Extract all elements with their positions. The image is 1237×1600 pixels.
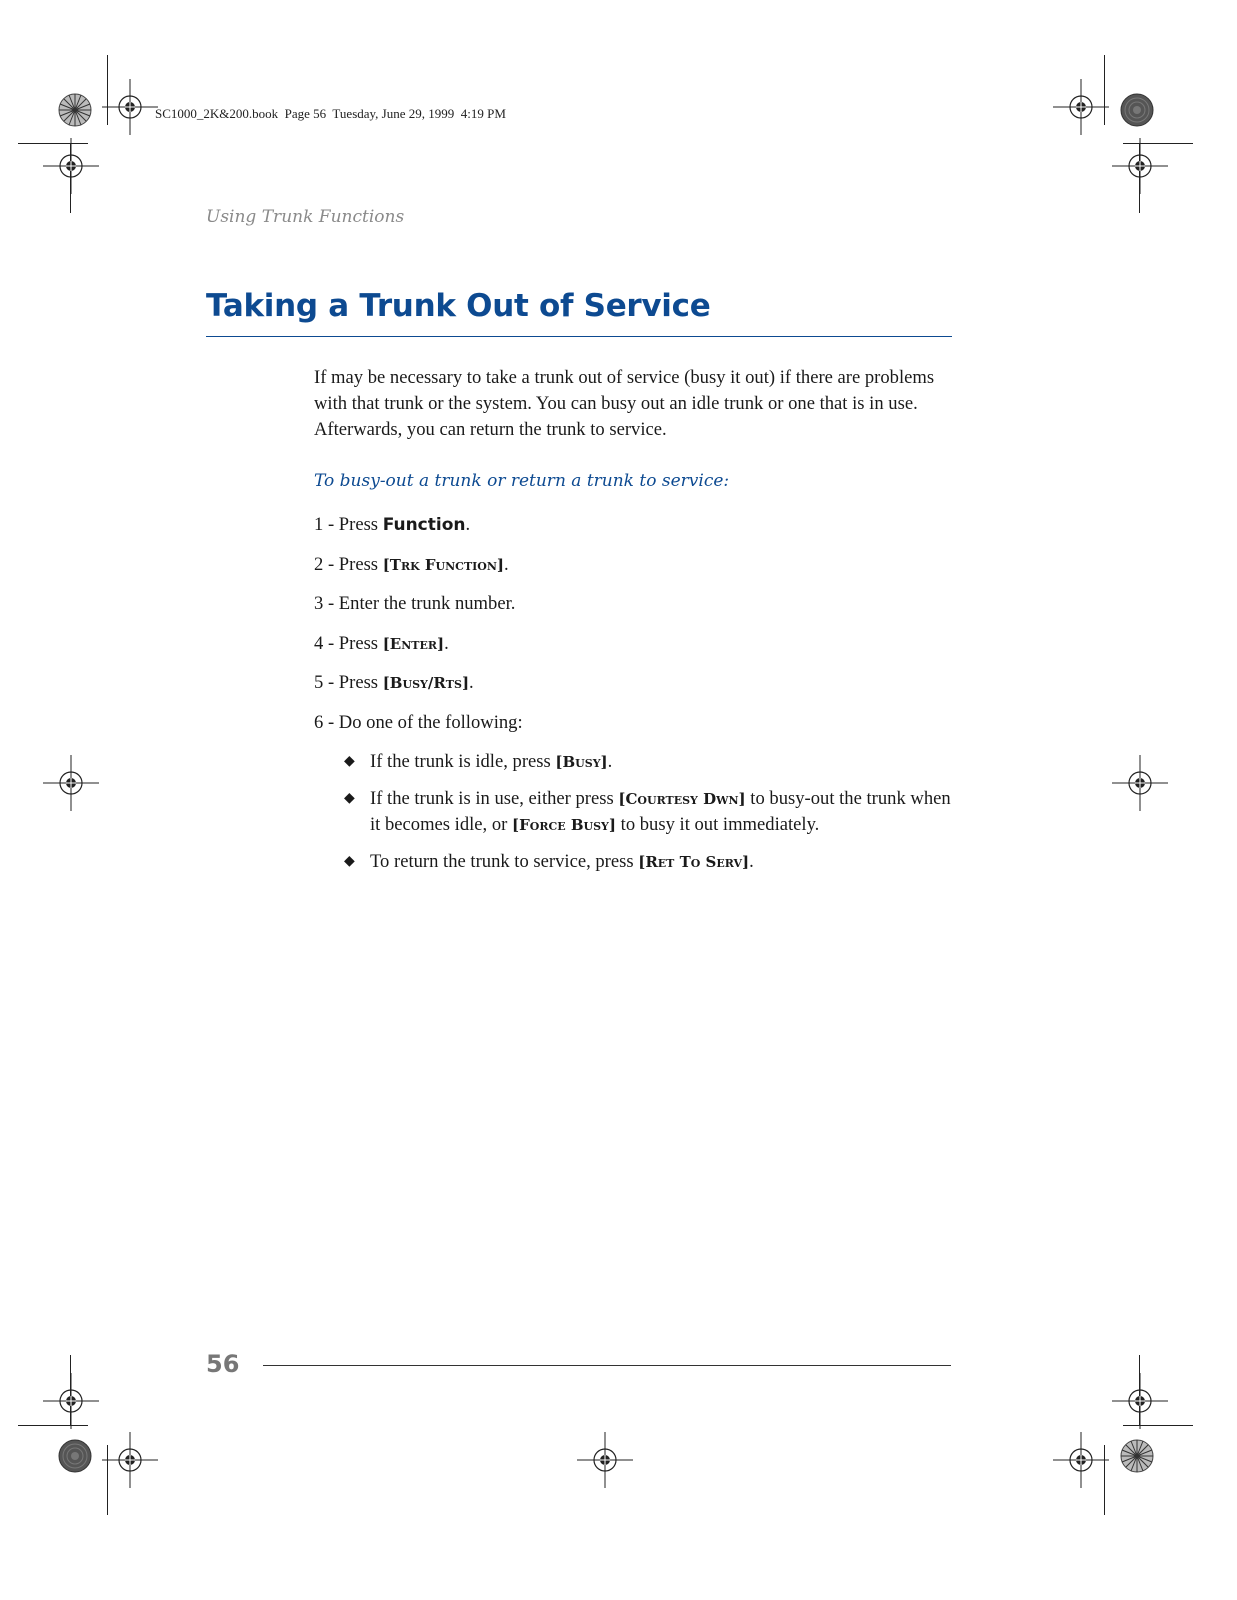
step-item bbox=[314, 710, 954, 750]
bullet-text: . bbox=[749, 851, 754, 872]
step-key: [Busy/Rts] bbox=[382, 674, 470, 692]
step-text: 6 - Do one of the following: bbox=[314, 711, 523, 733]
bullet-key: [Ret To Serv] bbox=[638, 853, 750, 871]
step-text: 1 - Press bbox=[314, 514, 383, 535]
step-item bbox=[314, 670, 954, 710]
bullet-text: If the trunk is in use, either press bbox=[370, 788, 619, 809]
step-text: . bbox=[504, 553, 509, 575]
registration-target-icon bbox=[43, 1373, 99, 1429]
bullet-key: [Busy] bbox=[555, 753, 608, 771]
print-slug: SC1000_2K&200.book Page 56 Tuesday, June 29, 1999 4:19 PM bbox=[155, 106, 506, 121]
running-head: Using Trunk Functions bbox=[206, 207, 405, 227]
diamond-bullet-icon: ◆ bbox=[344, 754, 355, 769]
step-text: . bbox=[465, 514, 471, 535]
step-text: . bbox=[444, 632, 449, 654]
registration-target-icon bbox=[102, 79, 158, 135]
title-rule bbox=[206, 336, 952, 337]
option-list bbox=[344, 749, 956, 886]
step-text: 5 - Press bbox=[314, 672, 383, 693]
bullet-key: [Force Busy] bbox=[512, 816, 616, 834]
color-bar-starburst-icon bbox=[59, 94, 91, 126]
color-bar-starburst-icon bbox=[1121, 94, 1153, 126]
step-text: 3 - Enter the trunk number. bbox=[314, 593, 516, 614]
step-text: . bbox=[469, 672, 474, 693]
color-bar-starburst-icon bbox=[59, 1440, 91, 1472]
registration-target-icon bbox=[43, 138, 99, 194]
step-list bbox=[314, 512, 954, 749]
registration-target-icon bbox=[1112, 755, 1168, 811]
bullet-text: If the trunk is idle, press bbox=[370, 751, 556, 772]
step-item bbox=[314, 552, 954, 592]
registration-target-icon bbox=[43, 755, 99, 811]
diamond-bullet-icon: ◆ bbox=[344, 791, 355, 806]
step-key: [Enter] bbox=[382, 634, 445, 653]
registration-target-icon bbox=[102, 1432, 158, 1488]
step-key: Function bbox=[382, 515, 466, 535]
registration-target-icon bbox=[1053, 1432, 1109, 1488]
list-item bbox=[344, 749, 956, 775]
bullet-text: to busy it out immediately. bbox=[616, 814, 820, 835]
bullet-text: to busy-out the trunk when it becomes idle, or bbox=[370, 788, 951, 835]
step-item bbox=[314, 512, 954, 552]
registration-target-icon bbox=[577, 1432, 633, 1488]
registration-target-icon bbox=[1112, 138, 1168, 194]
procedure-heading: To busy-out a trunk or return a trunk to service: bbox=[314, 471, 730, 491]
step-item bbox=[314, 591, 954, 631]
footer-rule bbox=[263, 1365, 951, 1366]
list-item bbox=[344, 786, 956, 838]
registration-target-icon bbox=[1112, 1373, 1168, 1429]
bullet-key: [Courtesy Dwn] bbox=[618, 790, 746, 808]
step-text: 2 - Press bbox=[314, 553, 383, 575]
page-number: 56 bbox=[206, 1350, 240, 1378]
page-title: Taking a Trunk Out of Service bbox=[206, 288, 711, 324]
step-text: 4 - Press bbox=[314, 632, 383, 654]
step-key: [Trk Function] bbox=[382, 555, 505, 574]
bullet-text: . bbox=[607, 751, 613, 772]
color-bar-starburst-icon bbox=[1121, 1440, 1153, 1472]
intro-paragraph: If may be necessary to take a trunk out of service (busy it out) if there are problems with that trunk or the system. You can busy out an idle trunk or one that is in use. Afterwards, you can return the trunk to service. bbox=[314, 367, 935, 440]
list-item bbox=[344, 849, 956, 875]
step-item bbox=[314, 631, 954, 671]
diamond-bullet-icon: ◆ bbox=[344, 854, 355, 869]
registration-target-icon bbox=[1053, 79, 1109, 135]
bullet-text: To return the trunk to service, press bbox=[370, 851, 639, 872]
